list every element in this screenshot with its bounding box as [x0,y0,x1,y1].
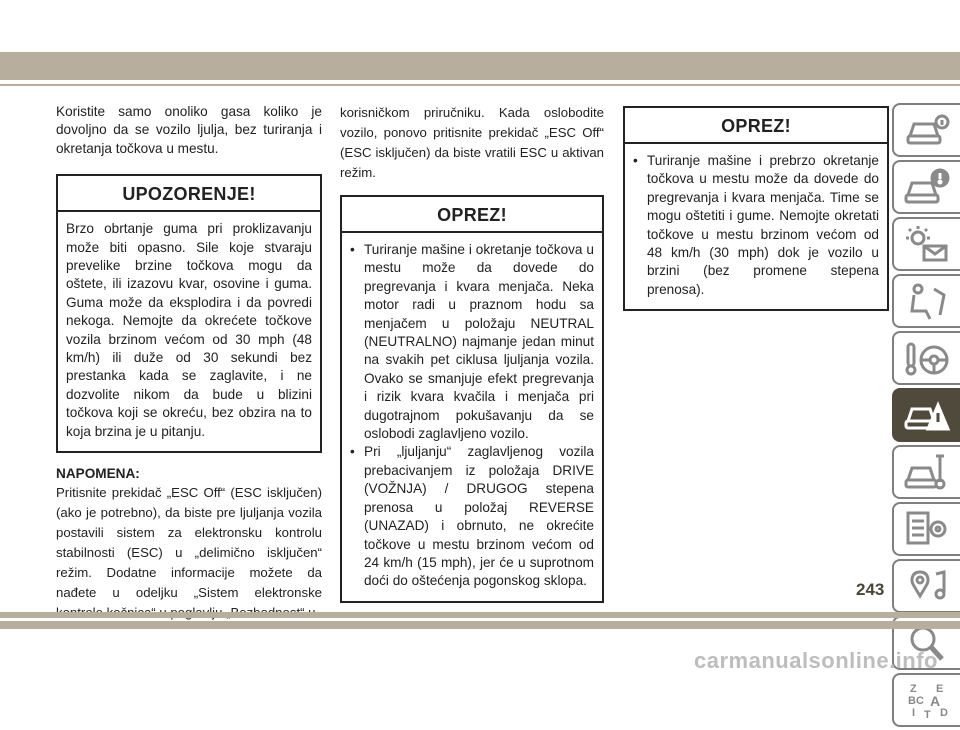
warning-box [56,174,322,453]
tab-index[interactable] [892,673,960,727]
tab-steering-key[interactable] [892,331,960,385]
car-warning-icon [904,167,950,207]
list-item: • Turiranje mašine i okretanje točkova u mestu može da dovede do pregrevanja i kvara menjača. Neka motor radi u praznom hodu sa menjačem u položaju NEUTRAL (NEUTRALNO) najmanje jedan minut na svakih pet ciklusa ljuljanja vozila. Ovako se smanjuje efekt pregrevanja i rizik kvara kvačila i menjača pri dugotrajnom pokušavanju da se oslobodi zaglavljeno vozilo. [350,241,594,443]
footer-band-2 [0,621,960,629]
svg-text:D: D [940,707,948,719]
caution-list-2 [633,152,879,299]
multimedia-icon [904,566,950,606]
tab-multimedia[interactable] [892,559,960,613]
tab-car-service[interactable] [892,445,960,499]
list-item: • Turiranje mašine i prebrzo okretanje točkova u mestu može da dovede do pregrevanja i kvara menjača. Time se mogu oštetiti i gume. Nemojte okretati točkove u mestu brzinom većom od 48 km/h (30 mph) dok je vozilo u brzini (bez promene stepena prenosa). [633,152,879,299]
tab-airbag-seat[interactable] [892,274,960,328]
header-rule [0,84,960,86]
page-number: 243 [856,580,885,599]
svg-text:C: C [916,695,924,707]
car-service-icon [904,452,950,492]
chapter-tabs [892,103,960,730]
tab-car-hazard[interactable] [892,388,960,442]
airbag-seat-icon [904,281,950,321]
svg-text:B: B [908,695,916,707]
svg-text:T: T [924,709,931,721]
caution-box [340,195,604,603]
svg-text:A: A [930,693,941,709]
tab-car-info[interactable] [892,103,960,157]
caution-title: OPREZ! [342,197,602,233]
watermark: carmanualsonline.info [694,648,938,673]
svg-text:Z: Z [910,683,917,695]
column-3 [623,106,889,311]
continued-paragraph: korisničkom priručniku. Kada oslobodite vozilo, ponovo pritisnite prekidač „ESC Off“ (ESC isključen) da biste vratili ESC u aktivan režim. [340,105,604,180]
caution-list [350,241,594,591]
specs-gear-icon [904,509,950,549]
column-2 [340,103,604,603]
footer-band [0,612,960,618]
car-hazard-icon [904,395,950,435]
warning-lights-icon [904,224,950,264]
steering-key-icon [904,338,950,378]
intro-paragraph: Koristite samo onoliko gasa koliko je dovoljno da se vozilo ljulja, bez turiranja i okretanja točkova u mestu. [56,104,322,156]
caution-box-2 [623,106,889,311]
tab-specs[interactable] [892,502,960,556]
list-item: • Pri „ljuljanju“ zaglavljenog vozila prebacivanjem iz položaja DRIVE (VOŽNJA) / DRUGOG stepena prenosa u položaj REVERSE (UNAZAD) i obrnuto, ne okrećite točkove u mestu brzinom većom od 24 km/h (15 mph), jer će u suprotnom doći do oštećenja pogonskog sklopa. [350,443,594,590]
note-text: Pritisnite prekidač „ESC Off“ (ESC isključen) (ako je potrebno), da biste pre ljuljanja vozila postavili sistem za elektronsku kontrolu stabilnosti (ESC) u „delimično isključen“ režim. Dodatne informacije možete da nađete u odeljku „Sistem elektronske [56,485,322,601]
index-letters-icon [904,680,950,720]
header-band [0,52,960,80]
warning-title: UPOZORENJE! [58,176,320,212]
svg-text:E: E [936,683,944,695]
caution-title-2: OPREZ! [625,108,887,144]
column-1 [56,103,322,623]
note-title: NAPOMENA: [56,466,140,482]
warning-text: Brzo obrtanje guma pri proklizavanju može biti opasno. Sile koje stvaraju prevelike brzine točkova mogu da oštete, ili izazovu kvar, osovine i guma. Guma može da eksplodira i da povredi nekoga. Nemojte da okrećete točkove vozila brzinom većom od 30 mph (48 km/h) ili duže od 30 sekundi bez prestanka kada se zaglavite, i ne dozvolite nikom da bude u blizini točkova koji se okreću, bez obzira na to koja brzina je u pitanju. [66,221,312,439]
svg-text:I: I [912,707,916,719]
tab-car-warning[interactable] [892,160,960,214]
car-info-icon [904,110,950,150]
tab-warning-lights[interactable] [892,217,960,271]
